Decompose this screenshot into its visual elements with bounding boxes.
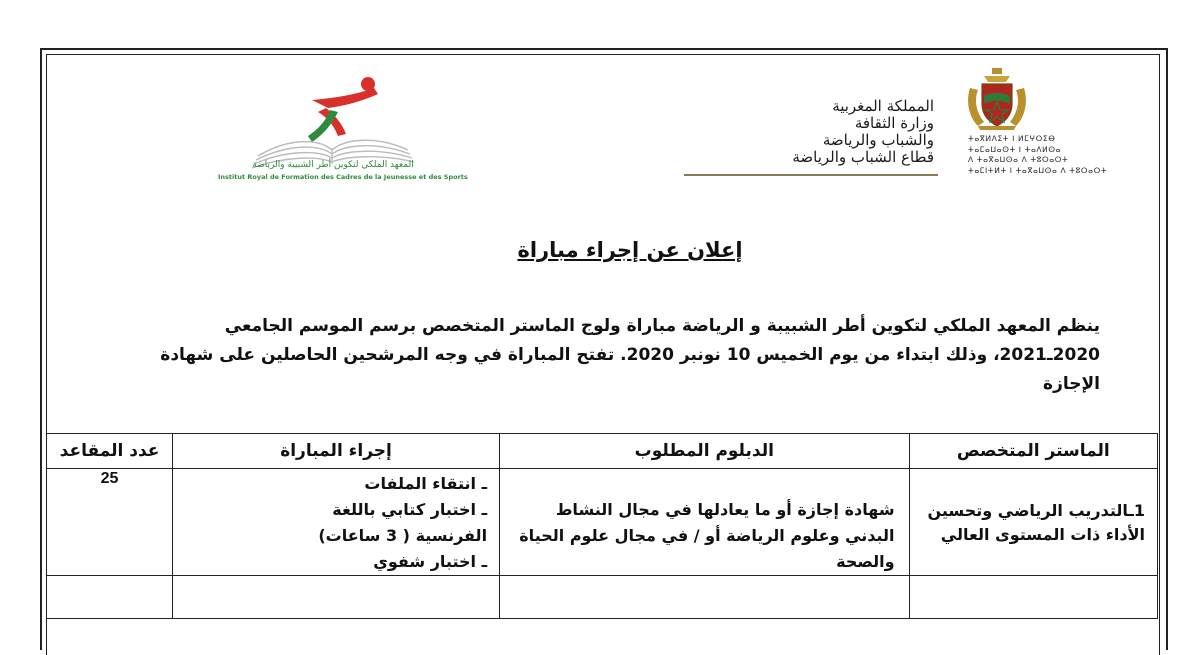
diploma-cell: شهادة إجازة أو ما يعادلها في مجال النشاط البدني وعلوم الرياضة أو / في مجال علوم الحياة والصحة [500,469,910,576]
exam-step: ـ انتقاء الملفات [364,474,488,493]
tifinagh-line: ⵜⴰⴳⵍⴷⵉⵜ ⵏ ⵍⵎⵖⵔⵉⴱ [968,134,1056,143]
empty-cell [500,576,910,619]
tifinagh-line: ⵜⴰⵎⵏⵜⵍⵜ ⵏ ⵜⴰⴳⴰⵡⵙⴰ ⴷ ⵜⵓⵔⴰⵔⵜ [968,165,1108,175]
tifinagh-line: ⴷ ⵜⴰⴳⴰⵡⵙⴰ ⴷ ⵜⵓⵔⴰⵔⵜ [968,155,1069,164]
tifinagh-ministry-block [968,134,1108,176]
exam-step: الفرنسية ( 3 ساعات) [318,526,488,545]
table-row [47,576,1158,619]
header-seats: عدد المقاعد [47,434,173,469]
ministry-line-youth-sports: والشباب والرياضة [822,131,934,149]
intro-paragraph: ينظم المعهد الملكي لتكوين أطر الشبيبة و الرياضة مباراة ولوج الماستر المتخصص برسم الموسم الجامعي 2020ـ2021، وذلك ابتداء من يوم الخميس 10 نونبر 2020. تفتح المباراة في وجه المرشحين الحاصلين على شهادة الإجازة [160,316,1100,394]
empty-cell [909,576,1157,619]
ministry-line-ministry: وزارة الثقافة [854,114,934,132]
header-diploma: الدبلوم المطلوب [500,434,910,469]
ministry-line-sector: قطاع الشباب والرياضة [792,148,934,166]
exam-step: ـ اختبار كتابي باللغة [332,500,488,519]
header-exam: إجراء المباراة [173,434,500,469]
table-row [47,469,1158,576]
document-title: إعلان عن إجراء مباراة [517,238,743,262]
coat-of-arms-icon [962,66,1032,132]
exam-steps-cell [173,469,500,576]
header-master: الماستر المتخصص [909,434,1157,469]
empty-cell [173,576,500,619]
institute-caption-arabic: المعهد الملكي لتكوين أطر الشبيبة والرياضة [252,160,414,170]
tifinagh-line: ⵜⴰⵎⴰⵡⴰⵙⵜ ⵏ ⵜⴰⴷⵍⵙⴰ [968,144,1062,154]
ministry-name-block [676,98,934,166]
exam-step: ـ اختبار شفوي [373,552,488,571]
ministry-line-kingdom: المملكة المغربية [832,97,934,115]
table-header-row [47,434,1158,469]
requirements-table [46,433,1158,619]
master-name-cell: 1ـالتدريب الرياضي وتحسين الأداء ذات المستوى العالي [909,469,1157,576]
institute-caption-french: Institut Royal de Formation des Cadres de la Jeunesse et des Sports [218,173,468,181]
empty-cell [47,576,173,619]
ministry-underline [684,174,938,176]
seats-count-cell: 25 [47,469,173,576]
